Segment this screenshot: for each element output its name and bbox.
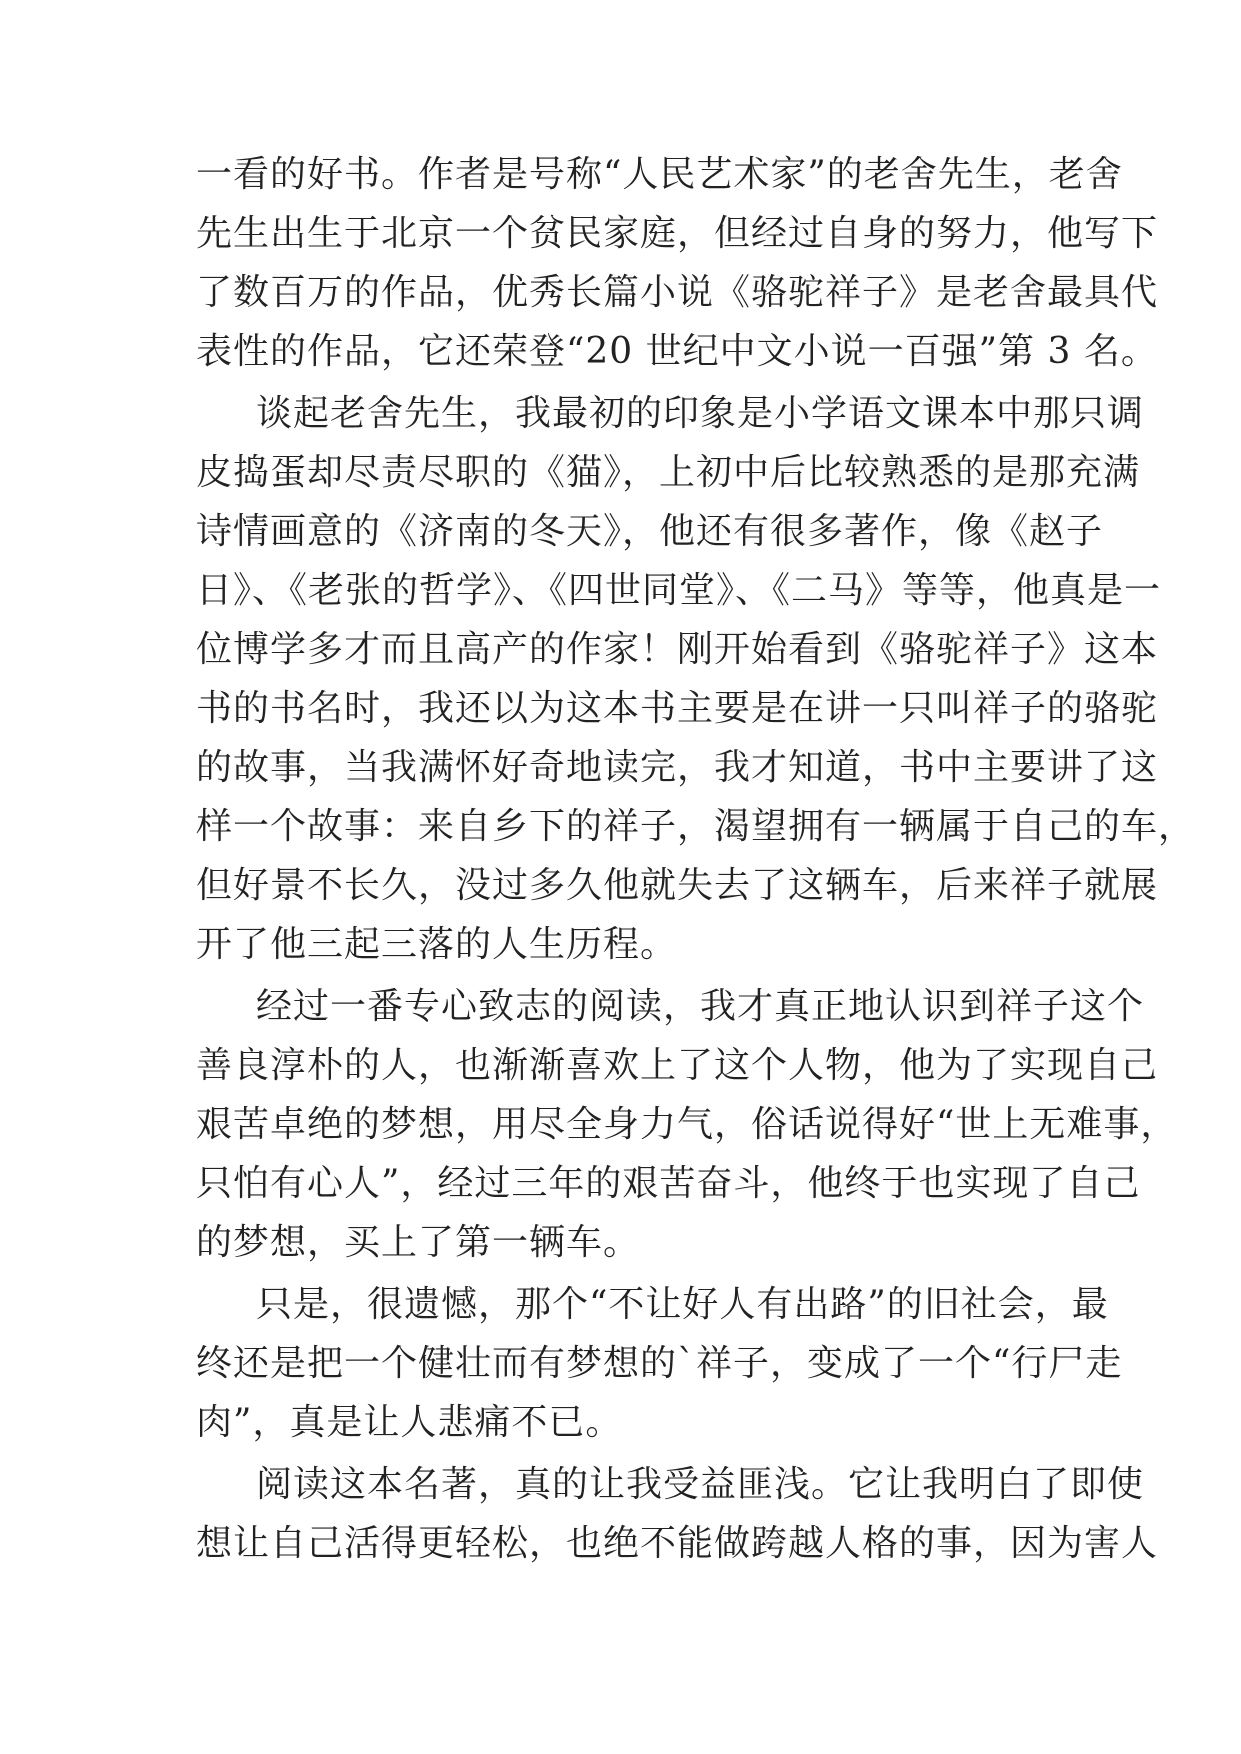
paragraph-line: 书的书名时，我还以为这本书主要是在讲一只叫祥子的骆驼 [196, 688, 1159, 729]
paragraph-line: 善良淳朴的人，也渐渐喜欢上了这个人物，他为了实现自己 [196, 1045, 1159, 1086]
paragraph-line: 样一个故事：来自乡下的祥子，渴望拥有一辆属于自己的车， [196, 806, 1196, 847]
paragraph-line: 诗情画意的《济南的冬天》，他还有很多著作，像《赵子 [196, 511, 1104, 552]
paragraph-line: 艰苦卓绝的梦想，用尽全身力气，俗话说得好“世上无难事， [196, 1104, 1178, 1145]
paragraph-line: 开了他三起三落的人生历程。 [196, 924, 678, 965]
document-body [196, 145, 1196, 1573]
paragraph-5 [196, 1455, 1159, 1573]
paragraph-line: 经过一番专心致志的阅读，我才真正地认识到祥子这个 [256, 986, 1145, 1027]
paragraph-line: 只怕有心人”，经过三年的艰苦奋斗，他终于也实现了自己 [196, 1163, 1141, 1204]
paragraph-line: 了数百万的作品，优秀长篇小说《骆驼祥子》是老舍最具代 [196, 272, 1159, 313]
paragraph-line: 只是，很遗憾，那个“不让好人有出路”的旧社会，最 [256, 1284, 1109, 1325]
paragraph-line: 肉”，真是让人悲痛不已。 [196, 1402, 623, 1443]
paragraph-line: 阅读这本名著，真的让我受益匪浅。它让我明白了即使 [256, 1464, 1145, 1505]
paragraph-1 [196, 145, 1159, 381]
paragraph-line: 的梦想，买上了第一辆车。 [196, 1222, 641, 1263]
paragraph-line: 表性的作品，它还荣登“20 世纪中文小说一百强”第 3 名。 [196, 331, 1158, 372]
paragraph-line: 的故事，当我满怀好奇地读完，我才知道，书中主要讲了这 [196, 747, 1159, 788]
paragraph-line: 位博学多才而且高产的作家！刚开始看到《骆驼祥子》这本 [196, 629, 1159, 670]
paragraph-line: 谈起老舍先生，我最初的印象是小学语文课本中那只调 [256, 393, 1145, 434]
paragraph-line: 想让自己活得更轻松，也绝不能做跨越人格的事，因为害人 [196, 1523, 1159, 1564]
paragraph-3 [196, 977, 1178, 1272]
paragraph-line: 日》、《老张的哲学》、《四世同堂》、《二马》等等，他真是一 [196, 570, 1162, 611]
paragraph-line: 先生出生于北京一个贫民家庭，但经过自身的努力，他写下 [196, 213, 1159, 254]
paragraph-4 [196, 1275, 1123, 1452]
paragraph-line: 但好景不长久，没过多久他就失去了这辆车，后来祥子就展 [196, 865, 1159, 906]
paragraph-line: 皮捣蛋却尽责尽职的《猫》，上初中后比较熟悉的是那充满 [196, 452, 1141, 493]
paragraph-line: 终还是把一个健壮而有梦想的`祥子，变成了一个“行尸走 [196, 1343, 1123, 1384]
paragraph-line: 一看的好书。作者是号称“人民艺术家”的老舍先生，老舍 [196, 154, 1123, 195]
paragraph-2 [196, 384, 1196, 974]
